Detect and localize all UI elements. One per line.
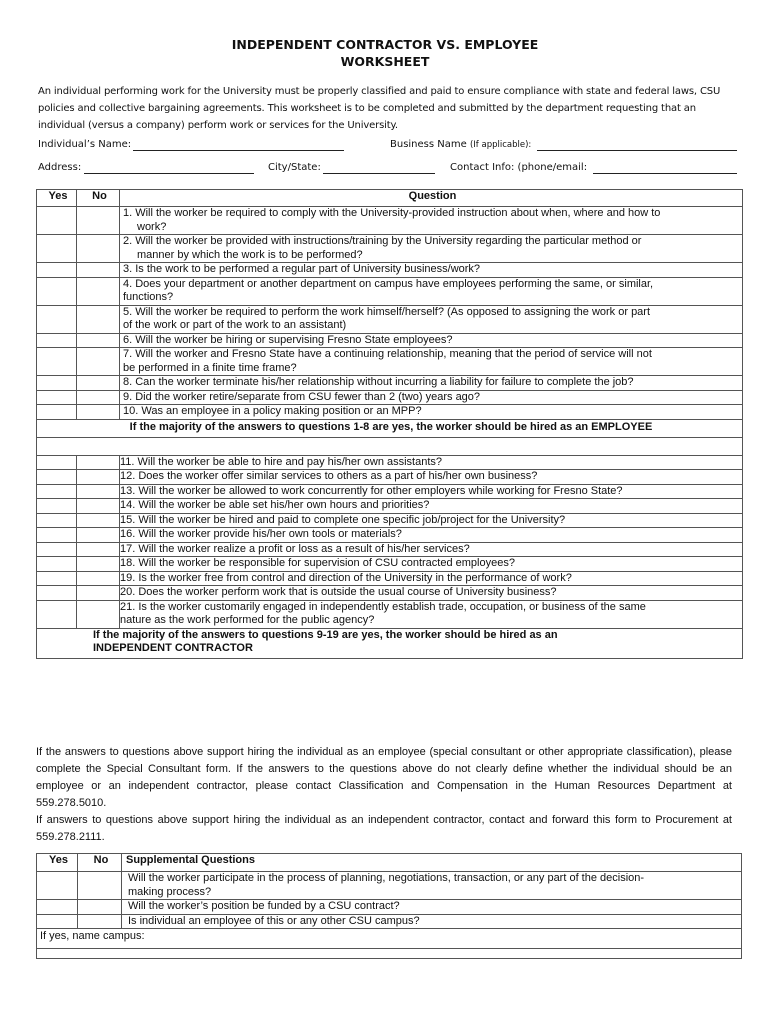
supplemental-question-question-line: making process? <box>128 885 212 898</box>
employee-question-row <box>37 305 743 333</box>
employee-question-row <box>37 333 743 348</box>
employee-question-no-cell[interactable] <box>77 348 120 376</box>
supplemental-question-question-line: Will the worker’s position be funded by a CSU contract? <box>128 900 400 912</box>
contractor-question-question-line: 18. Will the worker be responsible for supervision of CSU contracted employees? <box>120 557 515 569</box>
employee-question-no-cell[interactable] <box>77 305 120 333</box>
employee-question-question-line: be performed in a finite time frame? <box>123 361 297 374</box>
employee-question-yes-cell[interactable] <box>37 207 77 235</box>
individual-name-label: Individual’s Name: <box>38 139 132 150</box>
employee-question-question <box>120 235 743 263</box>
contractor-question-question-line: 12. Does the worker offer similar services to others as a part of his/her own business? <box>120 470 538 482</box>
employee-question-question-line: 4. Does your department or another department on campus have employees performing the same, or similar, <box>123 277 654 290</box>
supplemental-question-no-cell[interactable] <box>78 914 122 929</box>
employee-question-question <box>120 333 743 348</box>
contractor-question-question-line: 20. Does the worker perform work that is outside the usual course of University business? <box>120 586 557 598</box>
employee-question-no-cell[interactable] <box>77 277 120 305</box>
employee-question-row <box>37 263 743 278</box>
employee-question-question-line: functions? <box>123 291 174 303</box>
supplemental-table <box>36 853 742 959</box>
employee-question-question-line: 9. Did the worker retire/separate from CSU fewer than 2 (two) years ago? <box>123 390 481 403</box>
contractor-question-row <box>37 557 743 572</box>
employee-question-no-cell[interactable] <box>77 207 120 235</box>
employee-question-question-line: 5. Will the worker be required to perform the work himself/herself? (As opposed to assigning the work or part <box>123 305 651 318</box>
contact-info-field[interactable] <box>593 173 737 174</box>
contractor-question-question <box>120 600 743 628</box>
address-label: Address: <box>38 162 82 173</box>
contractor-question-question-line: 19. Is the worker free from control and direction of the University in the performance of work? <box>120 571 572 584</box>
contractor-question-yes-cell[interactable] <box>37 484 77 499</box>
contractor-question-no-cell[interactable] <box>77 484 120 499</box>
contractor-question-yes-cell[interactable] <box>37 528 77 543</box>
employee-question-question <box>120 390 743 405</box>
contractor-question-question-line: nature as the work performed for the public agency? <box>120 614 375 626</box>
contractor-question-row <box>37 455 743 470</box>
employee-question-yes-cell[interactable] <box>37 376 77 391</box>
employee-question-question-line: 7. Will the worker and Fresno State have a continuing relationship, meaning that the period of service will not <box>123 348 652 360</box>
employee-question-question-line: 10. Was an employee in a policy making position or an MPP? <box>123 405 422 417</box>
contractor-question-row <box>37 484 743 499</box>
employee-question-row <box>37 348 743 376</box>
contractor-instructions: If answers to questions above support hiring the individual as an independent contractor, contact and forward this form to Procurement at 559.278.2111. <box>36 814 732 843</box>
employee-question-question <box>120 207 743 235</box>
supplemental-question-question-line: Is individual an employee of this or any other CSU campus? <box>128 914 420 927</box>
contractor-question-no-cell[interactable] <box>77 557 120 572</box>
employee-question-question-line: work? <box>137 220 167 233</box>
employee-question-question-line: 2. Will the worker be provided with instructions/training by the University regarding the particular method or <box>123 235 642 247</box>
contractor-question-row <box>37 586 743 601</box>
contractor-question-row <box>37 528 743 543</box>
employee-question-yes-cell[interactable] <box>37 305 77 333</box>
employee-question-row <box>37 207 743 235</box>
supplemental-question-row <box>37 900 742 915</box>
employee-question-yes-cell[interactable] <box>37 277 77 305</box>
employee-instructions: If the answers to questions above support hiring the individual as an employee (special consultant or other appropriate classification), please complete the Special Consultant form. If the answers to the questions above do not clearly define whether the individual should be an employee or an independent contractor, please contact Classification and Compensation in the Human Resources Department at 559.278.5010. <box>36 746 732 809</box>
supplemental-question-row <box>37 872 742 900</box>
contractor-question-no-cell[interactable] <box>77 499 120 514</box>
address-field[interactable] <box>84 173 254 174</box>
contractor-question-question-line: 21. Is the worker customarily engaged in independently establish trade, occupation, or business of the same <box>120 600 646 613</box>
contractor-question-yes-cell[interactable] <box>37 455 77 470</box>
employee-question-no-cell[interactable] <box>77 405 120 420</box>
contractor-question-question <box>120 586 743 601</box>
contractor-question-question <box>120 557 743 572</box>
col-no-header: No <box>77 190 120 207</box>
contractor-question-no-cell[interactable] <box>77 542 120 557</box>
employee-question-yes-cell[interactable] <box>37 390 77 405</box>
employee-question-question-line: of the work or part of the work to an assistant) <box>123 319 347 331</box>
contractor-question-question <box>120 542 743 557</box>
supp-col-question-header: Supplemental Questions <box>122 854 742 872</box>
contractor-question-yes-cell[interactable] <box>37 470 77 485</box>
city-state-field[interactable] <box>323 173 435 174</box>
employee-question-row <box>37 277 743 305</box>
city-state-label: City/State: <box>268 162 321 173</box>
contractor-question-yes-cell[interactable] <box>37 499 77 514</box>
contractor-question-row <box>37 600 743 628</box>
supplemental-question-yes-cell[interactable] <box>37 900 78 915</box>
contact-info-label: Contact Info: (phone/email: <box>450 162 588 173</box>
supplemental-question-question <box>122 900 742 915</box>
contractor-question-no-cell[interactable] <box>77 455 120 470</box>
col-yes-header: Yes <box>37 190 77 207</box>
supplemental-question-question <box>122 872 742 900</box>
employee-question-row <box>37 235 743 263</box>
supp-col-no-header: No <box>78 854 122 872</box>
employee-question-yes-cell[interactable] <box>37 235 77 263</box>
supplemental-question-no-cell[interactable] <box>78 900 122 915</box>
campus-field[interactable] <box>37 949 742 959</box>
employee-question-question-line: 6. Will the worker be hiring or supervising Fresno State employees? <box>123 333 453 346</box>
contractor-question-question-line: 14. Will the worker be able set his/her own hours and priorities? <box>120 499 430 511</box>
spacer-row <box>37 437 743 455</box>
contractor-question-question <box>120 455 743 470</box>
employee-question-row <box>37 376 743 391</box>
contractor-question-question <box>120 571 743 586</box>
contractor-question-question-line: 15. Will the worker be hired and paid to complete one specific job/project for the University? <box>120 513 566 526</box>
employee-question-question <box>120 263 743 278</box>
contractor-question-no-cell[interactable] <box>77 586 120 601</box>
contractor-question-yes-cell[interactable] <box>37 586 77 601</box>
employee-question-question-line: manner by which the work is to be performed? <box>137 248 363 261</box>
contractor-question-question <box>120 484 743 499</box>
contractor-question-yes-cell[interactable] <box>37 571 77 586</box>
business-name-field[interactable] <box>537 150 737 151</box>
contractor-question-question <box>120 499 743 514</box>
employee-question-yes-cell[interactable] <box>37 348 77 376</box>
col-question-header: Question <box>120 190 743 207</box>
intro-paragraph: An individual performing work for the University must be properly classified and paid to ensure compliance with state and federal laws, CSU policies and collective bargaining agreements. This worksheet is to be completed and submitted by the department requesting that an individual (versus a company) perform work or services for the University. <box>38 86 721 131</box>
contractor-question-yes-cell[interactable] <box>37 557 77 572</box>
supplemental-question-yes-cell[interactable] <box>37 872 78 900</box>
supplemental-question-question-line: Will the worker participate in the process of planning, negotiations, transaction, or any part of the decision- <box>128 872 645 884</box>
individual-name-field[interactable] <box>133 150 344 151</box>
employee-question-no-cell[interactable] <box>77 390 120 405</box>
page-subtitle: WORKSHEET <box>340 54 430 69</box>
contractor-question-question-line: 16. Will the worker provide his/her own tools or materials? <box>120 528 402 540</box>
employee-question-question-line: 8. Can the worker terminate his/her relationship without incurring a liability for failure to complete the job? <box>123 376 634 388</box>
contractor-summary: If the majority of the answers to questions 9-19 are yes, the worker should be hired as an INDEPENDENT CONTRACTOR <box>37 628 743 658</box>
supplemental-question-no-cell[interactable] <box>78 872 122 900</box>
contractor-question-row <box>37 470 743 485</box>
supplemental-question-row <box>37 914 742 929</box>
contractor-question-question <box>120 528 743 543</box>
employee-question-row <box>37 405 743 420</box>
employee-question-yes-cell[interactable] <box>37 333 77 348</box>
contractor-question-question <box>120 513 743 528</box>
contractor-question-question-line: 13. Will the worker be allowed to work concurrently for other employers while working for Fresno State? <box>120 484 623 497</box>
employee-question-question <box>120 305 743 333</box>
employee-question-no-cell[interactable] <box>77 333 120 348</box>
contractor-question-yes-cell[interactable] <box>37 513 77 528</box>
employee-question-no-cell[interactable] <box>77 263 120 278</box>
contractor-question-no-cell[interactable] <box>77 528 120 543</box>
employee-question-no-cell[interactable] <box>77 235 120 263</box>
employee-summary: If the majority of the answers to questions 1-8 are yes, the worker should be hired as an EMPLOYEE <box>37 419 743 437</box>
contractor-question-row <box>37 499 743 514</box>
employee-question-yes-cell[interactable] <box>37 405 77 420</box>
employee-question-question <box>120 277 743 305</box>
contractor-question-no-cell[interactable] <box>77 513 120 528</box>
supplemental-question-question <box>122 914 742 929</box>
employee-question-row <box>37 390 743 405</box>
employee-question-question <box>120 348 743 376</box>
employee-question-no-cell[interactable] <box>77 376 120 391</box>
contractor-question-row <box>37 513 743 528</box>
contractor-question-yes-cell[interactable] <box>37 542 77 557</box>
employee-question-question <box>120 376 743 391</box>
employee-question-question-line: 1. Will the worker be required to comply with the University-provided instruction about when, where and how to <box>123 207 661 219</box>
contractor-question-question-line: 11. Will the worker be able to hire and pay his/her own assistants? <box>120 455 443 468</box>
campus-label: If yes, name campus: <box>37 929 742 949</box>
contractor-question-row <box>37 542 743 557</box>
contractor-question-row <box>37 571 743 586</box>
supp-col-yes-header: Yes <box>37 854 78 872</box>
employee-question-question-line: 3. Is the work to be performed a regular part of University business/work? <box>123 263 481 275</box>
business-name-label: Business Name (If applicable): <box>390 139 532 150</box>
contractor-question-no-cell[interactable] <box>77 571 120 586</box>
employee-question-question <box>120 405 743 420</box>
employee-question-yes-cell[interactable] <box>37 263 77 278</box>
contractor-question-question <box>120 470 743 485</box>
supplemental-question-yes-cell[interactable] <box>37 914 78 929</box>
page-title: INDEPENDENT CONTRACTOR VS. EMPLOYEE <box>231 37 539 52</box>
contractor-question-no-cell[interactable] <box>77 600 120 628</box>
contractor-question-no-cell[interactable] <box>77 470 120 485</box>
classification-table <box>36 189 743 659</box>
contractor-question-question-line: 17. Will the worker realize a profit or loss as a result of his/her services? <box>120 542 470 555</box>
contractor-question-yes-cell[interactable] <box>37 600 77 628</box>
